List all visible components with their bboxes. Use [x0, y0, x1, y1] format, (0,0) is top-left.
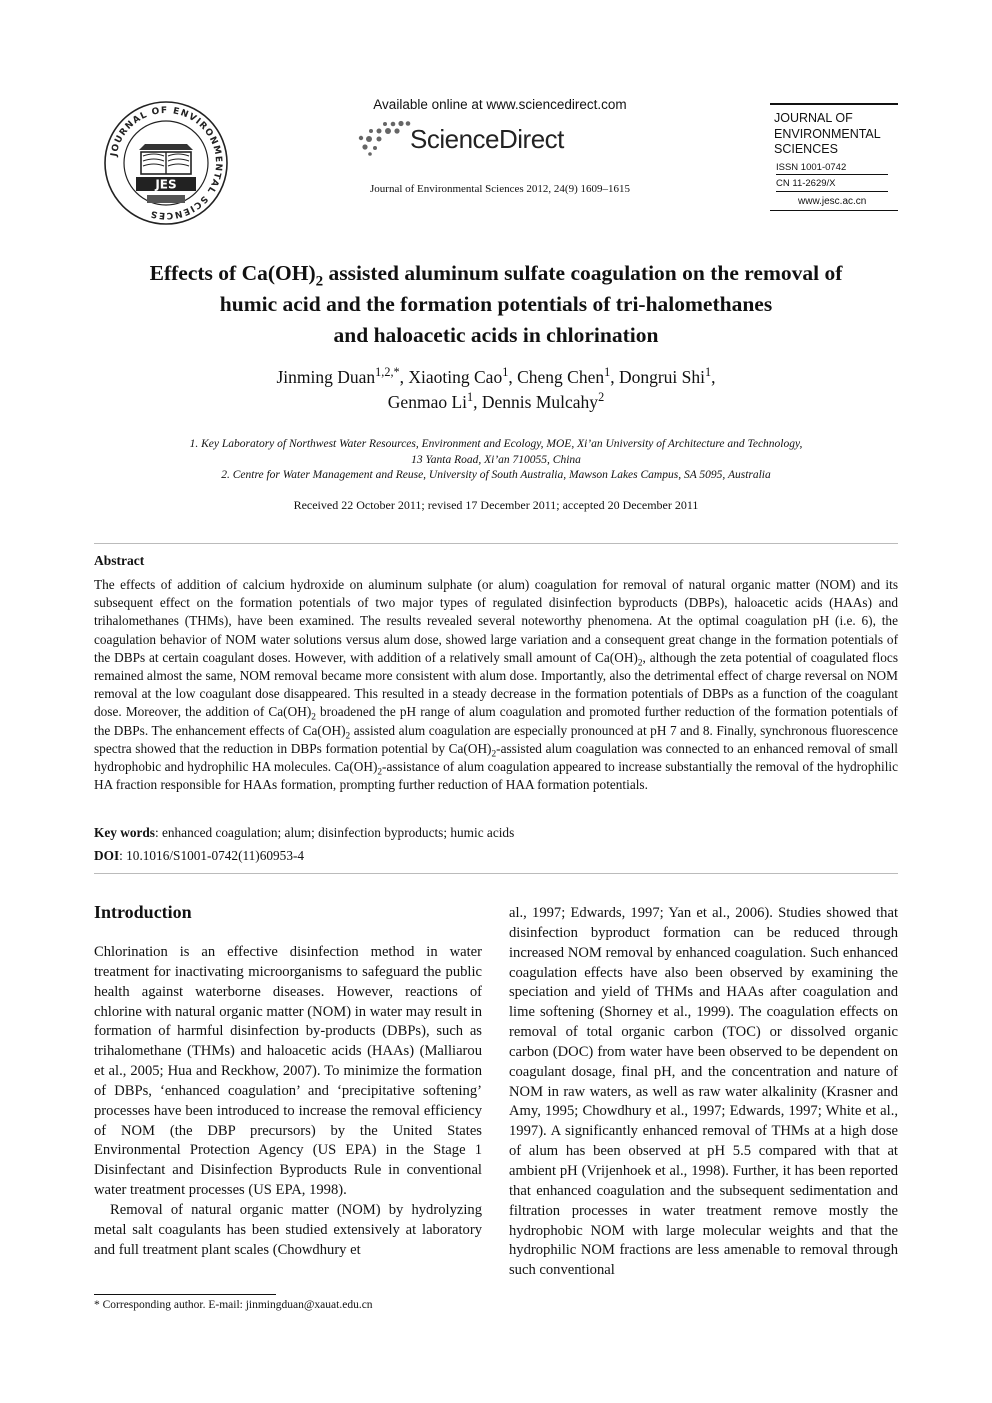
footnote: * Corresponding author. E-mail: jinmingduan@xauat.edu.cn [94, 1299, 373, 1311]
paragraph: al., 1997; Edwards, 1997; Yan et al., 2006). Studies showed that disinfection byproduct formation can be reduced through increased NOM removal by enhanced coagulation. Such enhanced coagulation effects have also been observed by examining the speciation and yield of THMs and HAAs after coagulation and lime softening (Shorney et al., 1999). The coagulation effects on removal of total organic carbon (TOC) or dissolved organic carbon (DOC) from water have been observed to be dependent on coagulant dosage, final pH, and the concentration and nature of NOM in raw waters, as well as raw water alkalinity (Krasner and Amy, 1995; Chowdhury et al., 1997; Edwards, 1997; White et al., 1997). A significantly enhanced removal of THMs at a high dose of alum has been observed at pH 5.5 compared with that at ambient pH (Vrijenhoek et al., 1998). Further, it has been reported that enhanced coagulation and the subsequent sedimentation and filtration processes in water treatment remove mostly the hydrophobic NOM with large molecular weights and that the hydrophilic NOM fractions are less amenable to removal through such conventional [509, 905, 898, 1279]
footnote-rule [94, 1294, 276, 1295]
journal-cn: CN 11-2629/X [776, 178, 888, 192]
journal-name-line-3: SCIENCES [774, 142, 838, 156]
author-line-1: Jinming Duan$^{1,2,*}$, Xiaoting Cao$^1$, Cheng Chen$^1$, Dongrui Shi$^1$, [276, 365, 716, 387]
author: Jinming Duan [276, 367, 376, 387]
title-line-3: and haloacetic acids in chlorination [333, 323, 659, 347]
sciencedirect-wordmark: ScienceDirect [410, 124, 564, 154]
journal-name-line-1: JOURNAL OF [774, 111, 853, 125]
journal-url[interactable]: www.jesc.ac.cn [798, 196, 867, 207]
author: Genmao Li [387, 392, 468, 412]
journal-citation: Journal of Environmental Sciences 2012, 24(9) 1609–1615 [370, 183, 630, 195]
journal-issn: ISSN 1001-0742 [776, 162, 888, 175]
affiliation-1-address: 13 Yanta Road, Xi’an 710055, China [411, 453, 581, 466]
author: Dongrui Shi [618, 367, 706, 387]
paragraph: Removal of natural organic matter (NOM) by hydrolyzing metal salt coagulants has been studied extensively at laboratory and full treatment plant scales (Chowdhury et [94, 1201, 482, 1258]
divider [94, 543, 898, 544]
body-column-left [94, 943, 482, 1261]
author: Cheng Chen [517, 367, 605, 387]
journal-box-top-rule [770, 103, 898, 105]
sciencedirect-logo-icon [355, 120, 411, 156]
journal-box-bottom-rule [770, 210, 898, 211]
affiliations [110, 437, 882, 484]
body-column-right [509, 904, 898, 1281]
journal-name-line-2: ENVIRONMENTAL [774, 126, 881, 141]
keywords: Key words: enhanced coagulation; alum; disinfection byproducts; humic acids [94, 825, 515, 840]
affiliation-1: 1. Key Laboratory of Northwest Water Resources, Environment and Ecology, MOE, Xi’an University of Architecture and Technology, [189, 438, 803, 450]
divider [94, 873, 898, 874]
affiliation-2: 2. Centre for Water Management and Reuse, University of South Australia, Mawson Lakes Campus, SA 5095, Australia [221, 469, 771, 481]
logo-ring-text: JOURNAL OF ENVIRONMENTAL SCIENCES [109, 105, 224, 221]
logo-label: JES [155, 177, 177, 192]
title-line-1: Effects of $Ca(OH)_2$ assisted aluminum sulfate coagulation on the removal of [149, 261, 843, 290]
author: Xiaoting Cao [408, 367, 503, 387]
jes-logo [103, 100, 229, 226]
journal-name [774, 111, 881, 158]
title-line-2: humic acid and the formation potentials of tri-halomethanes [219, 292, 773, 316]
section-heading-introduction: Introduction [94, 902, 192, 922]
article-title [90, 258, 902, 351]
paragraph: Chlorination is an effective disinfection method in water treatment for inactivating microorganisms to safeguard the public health against waterborne diseases. However, reactions of chlorine with natural organic matter (NOM) in water may result in formation of harmful disinfection by-products (DBPs), such as trihalomethane (THMs) and haloacetic acids (HAAs) (Malliarou et al., 2005; Hua and Reckhow, 2007). To minimize the formation of DBPs, ‘enhanced coagulation’ and ‘precipitative softening’ processes have been introduced to increase the removal efficiency of NOM (the DBP precursors) by the United States Environmental Protection Agency (US EPA) in the Stage 1 Disinfectant and Disinfection Byproducts Rule in conventional water treatment processes (US EPA, 1998). [94, 944, 482, 1199]
received-dates: Received 22 October 2011; revised 17 December 2011; accepted 20 December 2011 [293, 498, 699, 512]
author-line-2: Genmao Li$^1$, Dennis Mulcahy$^2$ [387, 390, 605, 412]
abstract-text: The effects of addition of calcium hydroxide on aluminum sulphate (or alum) coagulation for removal of natural organic matter (NOM) and its subsequent effect on the formation potentials of two major types of regulated disinfection byproducts (DBPs), haloacetic acids (HAAs) and trihalomethanes (THMs), have been examined. The results revealed several noteworthy phenomena. At the optimal coagulation pH (i.e. 6), the coagulation behavior of NOM water solutions versus alum dose, showed large variation and a consequent great change in the formation potentials of the DBPs at certain coagulant doses. However, with addition of a relatively small amount of $Ca(OH)_2$, although the zeta potential of coagulated flocs remained almost the same, NOM removal became more consistent with alum dose. Importantly, also the detrimental effect of charge reversal on NOM removal at the low coagulant dose disappeared. This resulted in a steady decrease in the formation potentials of DBPs as a function of the coagulant dose. Moreover, the addition of $Ca(OH)_2$ broadened the pH range of alum coagulation and promoted further reduction of the formation potentials of the DBPs. The enhancement effects of $Ca(OH)_2$ assisted alum coagulation are especially pronounced at pH 7 and 8. Finally, synchronous fluorescence spectra showed that the reduction in DBPs formation potential by $Ca(OH)_2$-assisted alum coagulation was connected to an enhanced removal of small hydrophobic and hydrophilic HA molecules. $Ca(OH)_2$-assistance of alum coagulation appeared to increase substantially the removal of the hydrophilic HA fraction responsible for HAAs formation, prompting further reduction of HAA formation potentials. [94, 577, 898, 793]
doi[interactable]: DOI: 10.1016/S1001-0742(11)60953-4 [94, 848, 305, 863]
abstract-heading: Abstract [94, 553, 145, 568]
available-online[interactable]: Available online at www.sciencedirect.com [373, 97, 627, 112]
author-list [150, 365, 842, 415]
author: Dennis Mulcahy [481, 392, 599, 412]
